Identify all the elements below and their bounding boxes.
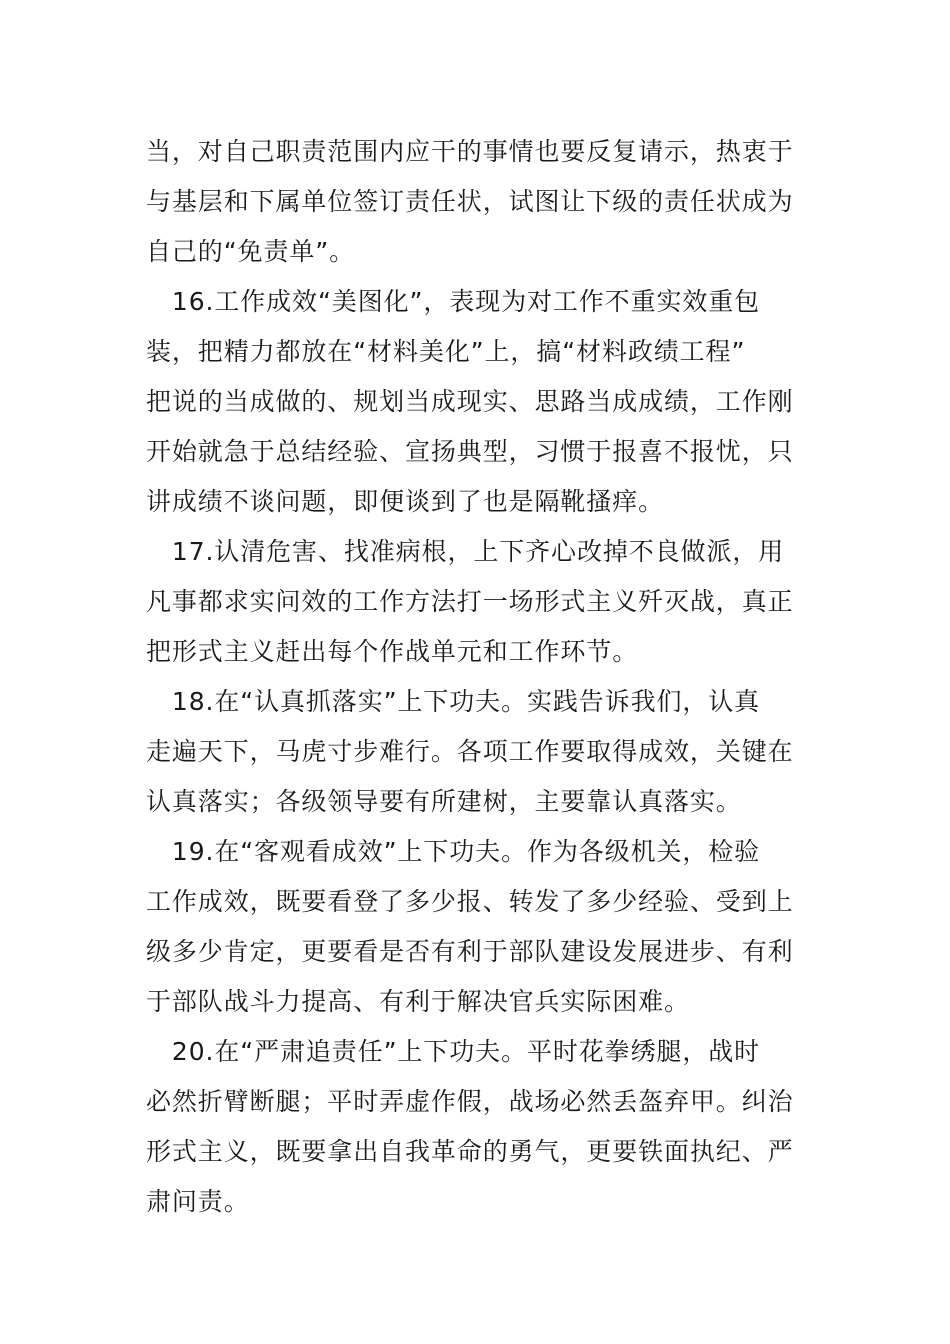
- text-line: 19.在“客观看成效”上下功夫。作为各级机关，检验: [146, 837, 761, 866]
- text-line: 自己的“免责单”。: [146, 237, 356, 266]
- text-line: 必然折臂断腿；平时弄虚作假，战场必然丢盔弃甲。纠治: [146, 1087, 794, 1116]
- text-line: 级多少肯定，更要看是否有利于部队建设发展进步、有利: [146, 937, 794, 966]
- text-line: 装，把精力都放在“材料美化”上，搞“材料政绩工程”: [146, 337, 746, 366]
- text-line: 16.工作成效“美图化”，表现为对工作不重实效重包: [146, 287, 761, 316]
- text-line: 开始就急于总结经验、宣扬典型，习惯于报喜不报忧，只: [146, 437, 794, 466]
- text-line: 认真落实；各级领导要有所建树，主要靠认真落实。: [146, 787, 742, 816]
- text-line: 把说的当成做的、规划当成现实、思路当成成绩，工作刚: [146, 387, 794, 416]
- text-line: 形式主义，既要拿出自我革命的勇气，更要铁面执纪、严: [146, 1137, 794, 1166]
- text-line: 18.在“认真抓落实”上下功夫。实践告诉我们，认真: [146, 687, 761, 716]
- text-line: 与基层和下属单位签订责任状，试图让下级的责任状成为: [146, 187, 794, 216]
- text-line: 凡事都求实问效的工作方法打一场形式主义歼灭战，真正: [146, 587, 794, 616]
- text-line: 肃问责。: [146, 1187, 250, 1216]
- text-line: 把形式主义赶出每个作战单元和工作环节。: [146, 637, 639, 666]
- text-line: 讲成绩不谈问题，即便谈到了也是隔靴搔痒。: [146, 487, 665, 516]
- text-line: 工作成效，既要看登了多少报、转发了多少经验、受到上: [146, 887, 794, 916]
- text-line: 当，对自己职责范围内应干的事情也要反复请示，热衷于: [146, 137, 794, 166]
- text-line: 走遍天下，马虎寸步难行。各项工作要取得成效，关键在: [146, 737, 794, 766]
- text-line: 17.认清危害、找准病根，上下齐心改掉不良做派，用: [146, 537, 785, 566]
- text-line: 20.在“严肃追责任”上下功夫。平时花拳绣腿，战时: [146, 1037, 761, 1066]
- text-line: 于部队战斗力提高、有利于解决官兵实际困难。: [146, 987, 690, 1016]
